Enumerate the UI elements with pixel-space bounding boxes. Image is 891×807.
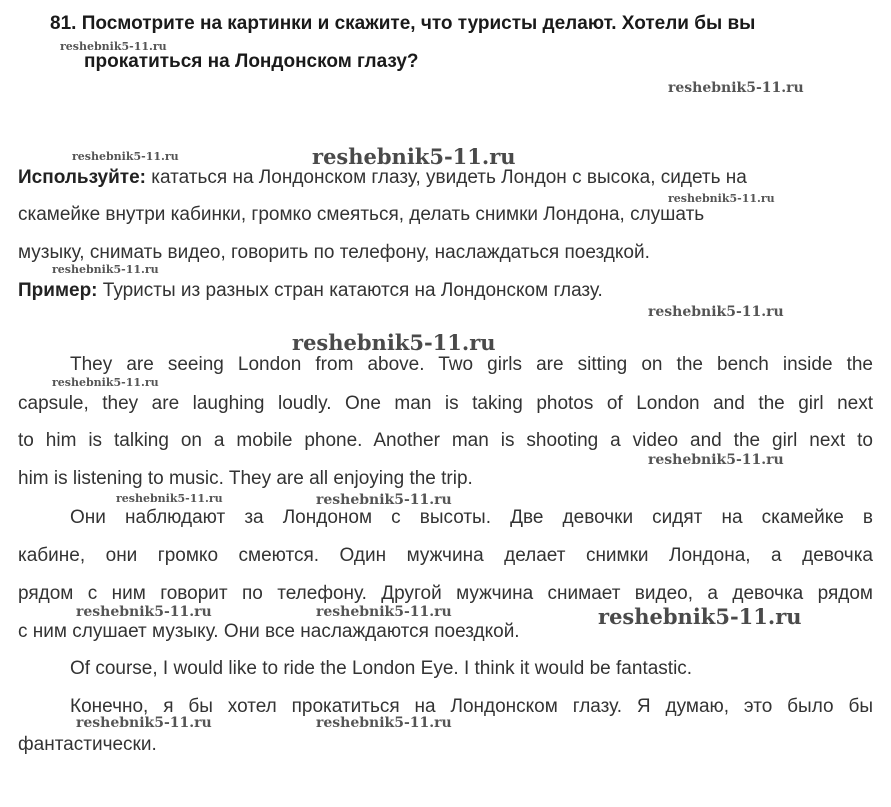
watermark: reshebnik5-11.ru	[52, 376, 159, 389]
watermark: reshebnik5-11.ru	[668, 80, 804, 96]
answer-en-line1: They are seeing London from above. Two girls are sitting on the bench inside the	[70, 354, 873, 375]
watermark: reshebnik5-11.ru	[76, 604, 212, 620]
watermark: reshebnik5-11.ru	[316, 492, 452, 508]
opinion-ru-line1: Конечно, я бы хотел прокатиться на Лондонском глазу. Я думаю, это было бы	[70, 696, 873, 717]
answer-en-line2: capsule, they are laughing loudly. One man is taking photos of London and the girl next	[18, 393, 873, 414]
use-text1: кататься на Лондонском глазу, увидеть Лондон с высока, сидеть на	[151, 167, 747, 188]
use-line2: скамейке внутри кабинки, громко смеяться, делать снимки Лондона, слушать	[18, 204, 705, 225]
watermark: reshebnik5-11.ru	[598, 604, 802, 629]
answer-ru-line4: с ним слушает музыку. Они все наслаждаются поездкой.	[18, 621, 520, 642]
watermark: reshebnik5-11.ru	[312, 144, 516, 169]
example-label: Пример:	[18, 280, 98, 301]
answer-ru-line3: рядом с ним говорит по телефону. Другой мужчина снимает видео, а девочка рядом	[18, 583, 873, 604]
task-heading-line2: прокатиться на Лондонском глазу?	[84, 51, 419, 72]
use-label: Используйте:	[18, 167, 146, 188]
watermark: reshebnik5-11.ru	[60, 40, 167, 53]
watermark: reshebnik5-11.ru	[72, 150, 179, 163]
opinion-ru-line2: фантастически.	[18, 734, 157, 755]
use-line1	[18, 166, 747, 190]
watermark: reshebnik5-11.ru	[648, 304, 784, 320]
watermark: reshebnik5-11.ru	[76, 715, 212, 731]
task-title-part1: Посмотрите на картинки и скажите, что туристы делают. Хотели бы вы	[81, 13, 756, 34]
watermark: reshebnik5-11.ru	[316, 604, 452, 620]
example-text: Туристы из разных стран катаются на Лондонском глазу.	[102, 280, 603, 301]
answer-ru-line1: Они наблюдают за Лондоном с высоты. Две девочки сидят на скамейке в	[70, 507, 873, 528]
watermark: reshebnik5-11.ru	[668, 192, 775, 205]
opinion-en: Of course, I would like to ride the London Eye. I think it would be fantastic.	[70, 658, 693, 679]
watermark: reshebnik5-11.ru	[52, 263, 159, 276]
use-line3: музыку, снимать видео, говорить по телефону, наслаждаться поездкой.	[18, 242, 650, 263]
answer-en-line4: him is listening to music. They are all enjoying the trip.	[18, 468, 473, 489]
task-heading-line1	[50, 12, 755, 36]
example-line	[18, 279, 603, 303]
watermark: reshebnik5-11.ru	[292, 330, 496, 355]
watermark: reshebnik5-11.ru	[648, 452, 784, 468]
watermark: reshebnik5-11.ru	[116, 492, 223, 505]
watermark: reshebnik5-11.ru	[316, 715, 452, 731]
task-number: 81.	[50, 13, 77, 34]
answer-en-line3: to him is talking on a mobile phone. Another man is shooting a video and the girl next to	[18, 430, 873, 451]
answer-ru-line2: кабине, они громко смеются. Один мужчина делает снимки Лондона, а девочка	[18, 545, 873, 566]
